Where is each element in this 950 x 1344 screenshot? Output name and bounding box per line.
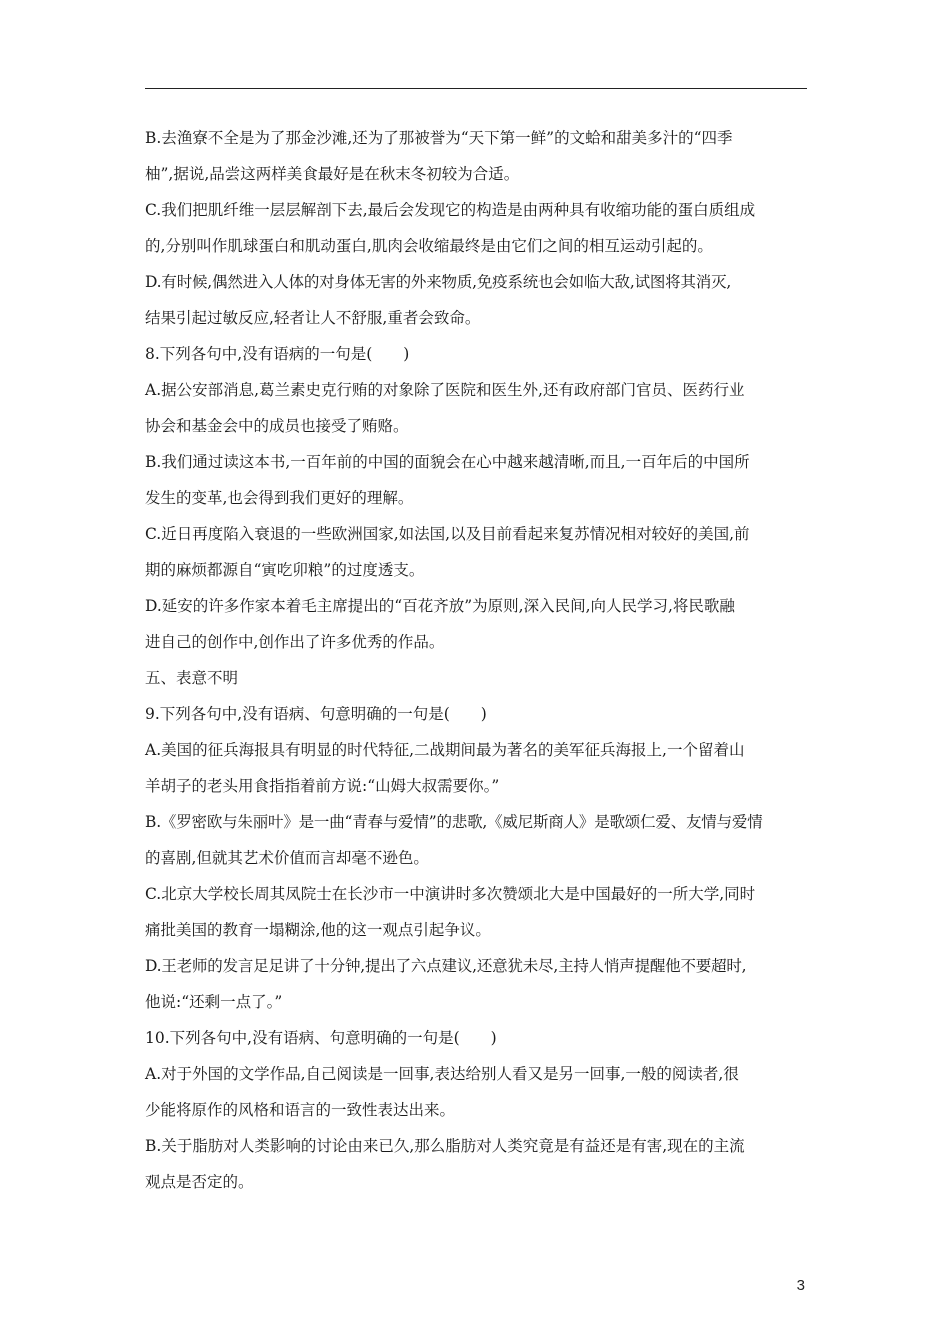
text-line: A.美国的征兵海报具有明显的时代特征,二战期间最为著名的美军征兵海报上,一个留着山 [145, 741, 745, 759]
question-8-stem: 8.下列各句中,没有语病的一句是( ) [145, 345, 410, 363]
text-line: 发生的变革,也会得到我们更好的理解。 [145, 489, 414, 507]
text-line: B.去渔寮不全是为了那金沙滩,还为了那被誉为“天下第一鲜”的文蛤和甜美多汁的“四季 [145, 129, 733, 147]
text-line: B.《罗密欧与朱丽叶》是一曲“青春与爱情”的悲歌,《威尼斯商人》是歌颂仁爱、友情与爱情 [145, 813, 763, 831]
question-9-stem: 9.下列各句中,没有语病、句意明确的一句是( ) [145, 705, 487, 723]
header-rule [145, 88, 807, 89]
text-line: D.延安的许多作家本着毛主席提出的“百花齐放”为原则,深入民间,向人民学习,将民歌融 [145, 597, 735, 615]
text-line: A.对于外国的文学作品,自己阅读是一回事,表达给别人看又是另一回事,一般的阅读者,很 [145, 1065, 739, 1083]
text-line: 协会和基金会中的成员也接受了贿赂。 [145, 417, 409, 435]
text-line: 观点是否定的。 [145, 1173, 254, 1191]
text-line: C.近日再度陷入衰退的一些欧洲国家,如法国,以及目前看起来复苏情况相对较好的美国,前 [145, 525, 750, 543]
text-line: C.我们把肌纤维一层层解剖下去,最后会发现它的构造是由两种具有收缩功能的蛋白质组成 [145, 201, 756, 219]
text-line: 痛批美国的教育一塌糊涂,他的这一观点引起争议。 [145, 921, 491, 939]
text-line: C.北京大学校长周其凤院士在长沙市一中演讲时多次赞颂北大是中国最好的一所大学,同时 [145, 885, 756, 903]
text-line: B.关于脂肪对人类影响的讨论由来已久,那么脂肪对人类究竟是有益还是有害,现在的主流 [145, 1137, 745, 1155]
document-body [145, 120, 810, 1200]
text-line: D.王老师的发言足足讲了十分钟,提出了六点建议,还意犹未尽,主持人悄声提醒他不要超时, [145, 957, 747, 975]
text-line: 期的麻烦都源自“寅吃卯粮”的过度透支。 [145, 561, 425, 579]
text-line: 进自己的创作中,创作出了许多优秀的作品。 [145, 633, 445, 651]
text-line: 柚”,据说,品尝这两样美食最好是在秋末冬初较为合适。 [145, 165, 520, 183]
section-heading: 五、表意不明 [145, 669, 239, 687]
text-line: 少能将原作的风格和语言的一致性表达出来。 [145, 1101, 456, 1119]
text-line: 羊胡子的老头用食指指着前方说:“山姆大叔需要你。” [145, 777, 500, 795]
text-line: 他说:“还剩一点了。” [145, 993, 283, 1011]
text-line: 的喜剧,但就其艺术价值而言却毫不逊色。 [145, 849, 429, 867]
text-line: 的,分别叫作肌球蛋白和肌动蛋白,肌肉会收缩最终是由它们之间的相互运动引起的。 [145, 237, 713, 255]
page-number: 3 [796, 1277, 805, 1294]
text-line: A.据公安部消息,葛兰素史克行贿的对象除了医院和医生外,还有政府部门官员、医药行业 [145, 381, 745, 399]
text-line: D.有时候,偶然进入人体的对身体无害的外来物质,免疫系统也会如临大敌,试图将其消灭, [145, 273, 732, 291]
text-line: 结果引起过敏反应,轻者让人不舒服,重者会致命。 [145, 309, 481, 327]
text-line: B.我们通过读这本书,一百年前的中国的面貌会在心中越来越清晰,而且,一百年后的中国所 [145, 453, 750, 471]
question-10-stem: 10.下列各句中,没有语病、句意明确的一句是( ) [145, 1029, 497, 1047]
